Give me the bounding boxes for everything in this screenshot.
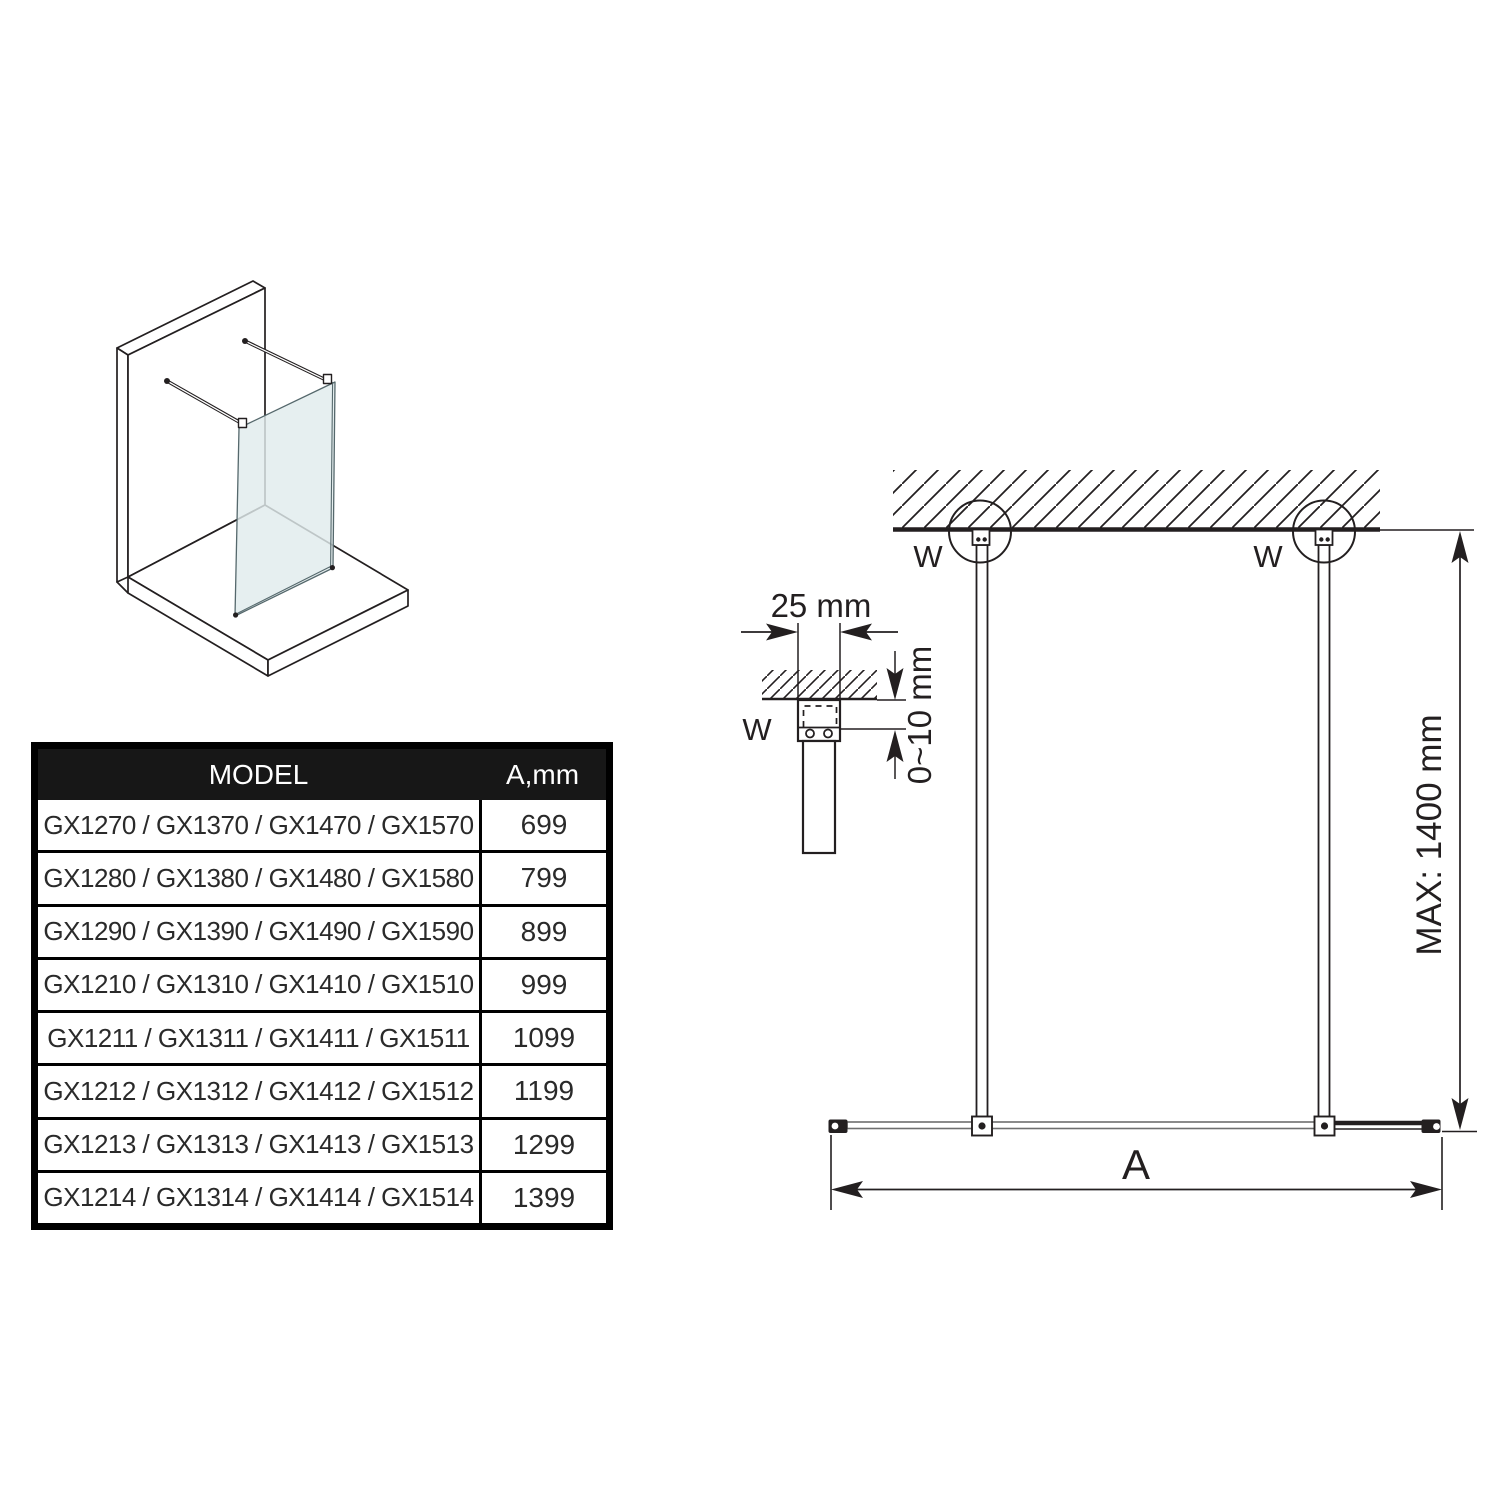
- bracket-screw: [1319, 537, 1323, 541]
- a-mm-cell: 1299: [479, 1120, 606, 1170]
- table-header-amm: A,mm: [505, 758, 580, 790]
- bar-glass-clamp-front: [239, 419, 247, 428]
- wall-hatch: [893, 470, 1380, 529]
- wall-side-face: [117, 348, 128, 582]
- bar-wall-anchor-rear: [242, 338, 248, 344]
- bracket-screw: [1326, 537, 1330, 541]
- table-row: [38, 904, 606, 957]
- a-mm-cell: 999: [479, 960, 606, 1010]
- table-row: [38, 1063, 606, 1116]
- glass-floor-mount-left: [233, 612, 238, 617]
- model-cell: GX1211 / GX1311 / GX1411 / GX1511: [47, 1022, 470, 1053]
- model-cell: GX1280 / GX1380 / GX1480 / GX1580: [43, 862, 474, 893]
- model-cell: GX1270 / GX1370 / GX1470 / GX1570: [43, 809, 474, 840]
- table-row: [38, 1170, 606, 1223]
- model-cell: GX1214 / GX1314 / GX1414 / GX1514: [43, 1182, 474, 1213]
- installation-svg: [728, 440, 1490, 1240]
- width-dimension: [831, 1135, 1442, 1210]
- model-cell: GX1213 / GX1313 / GX1413 / GX1513: [43, 1129, 474, 1160]
- bar-glass-clamp-rear: [324, 375, 332, 384]
- table-row: [38, 957, 606, 1010]
- bar-wall-anchor-front: [164, 378, 170, 384]
- wall-label-left: W: [913, 539, 943, 574]
- bracket-screw: [976, 537, 980, 541]
- glass-top-edge: [847, 1122, 1317, 1129]
- a-mm-cell: 799: [479, 853, 606, 903]
- wall-bracket-left: [973, 530, 990, 546]
- table-row: [38, 1117, 606, 1170]
- wall-label-right: W: [1253, 539, 1283, 574]
- glass-floor-mount-right: [330, 565, 335, 570]
- wall-bracket-right: [1316, 530, 1333, 546]
- table-header: [38, 749, 606, 800]
- support-post-left: [977, 545, 988, 1117]
- bracket-detail: [741, 587, 938, 853]
- floor-left-corner-edge: [117, 582, 128, 593]
- model-cell: GX1290 / GX1390 / GX1490 / GX1590: [43, 916, 474, 947]
- a-mm-cell: 1399: [479, 1173, 606, 1223]
- detail-wall-label: W: [742, 712, 772, 747]
- a-mm-cell: 1099: [479, 1013, 606, 1063]
- isometric-view: [95, 260, 435, 685]
- model-cell: GX1210 / GX1310 / GX1410 / GX1510: [43, 969, 474, 1000]
- max-height-label: MAX: 1400 mm: [1410, 714, 1449, 956]
- support-post-right: [1319, 545, 1330, 1117]
- end-cap-screw-left: [832, 1123, 839, 1130]
- a-mm-cell: 699: [479, 800, 606, 850]
- max-height-dimension: [1410, 531, 1469, 1130]
- end-cap-screw-right: [1433, 1123, 1440, 1130]
- table-row: [38, 1010, 606, 1063]
- a-mm-cell: 899: [479, 907, 606, 957]
- table-body: [38, 800, 606, 1223]
- table-row: [38, 850, 606, 903]
- a-mm-cell: 1199: [479, 1066, 606, 1116]
- detail-post: [803, 741, 835, 853]
- table-header-model: MODEL: [208, 758, 309, 790]
- clamp-screw-right: [1321, 1122, 1328, 1129]
- detail-width-label: 25 mm: [770, 587, 872, 624]
- table-row: [38, 800, 606, 850]
- model-cell: GX1212 / GX1312 / GX1412 / GX1512: [43, 1075, 474, 1106]
- bracket-screw: [983, 537, 987, 541]
- isometric-svg: [95, 260, 435, 680]
- installation-drawing: [728, 440, 1490, 1245]
- clamp-screw-left: [978, 1122, 985, 1129]
- width-label: A: [1121, 1141, 1151, 1188]
- detail-gap-label: 0~10 mm: [901, 645, 938, 785]
- detail-wall-hatch: [762, 670, 877, 698]
- model-size-table: [31, 742, 613, 1230]
